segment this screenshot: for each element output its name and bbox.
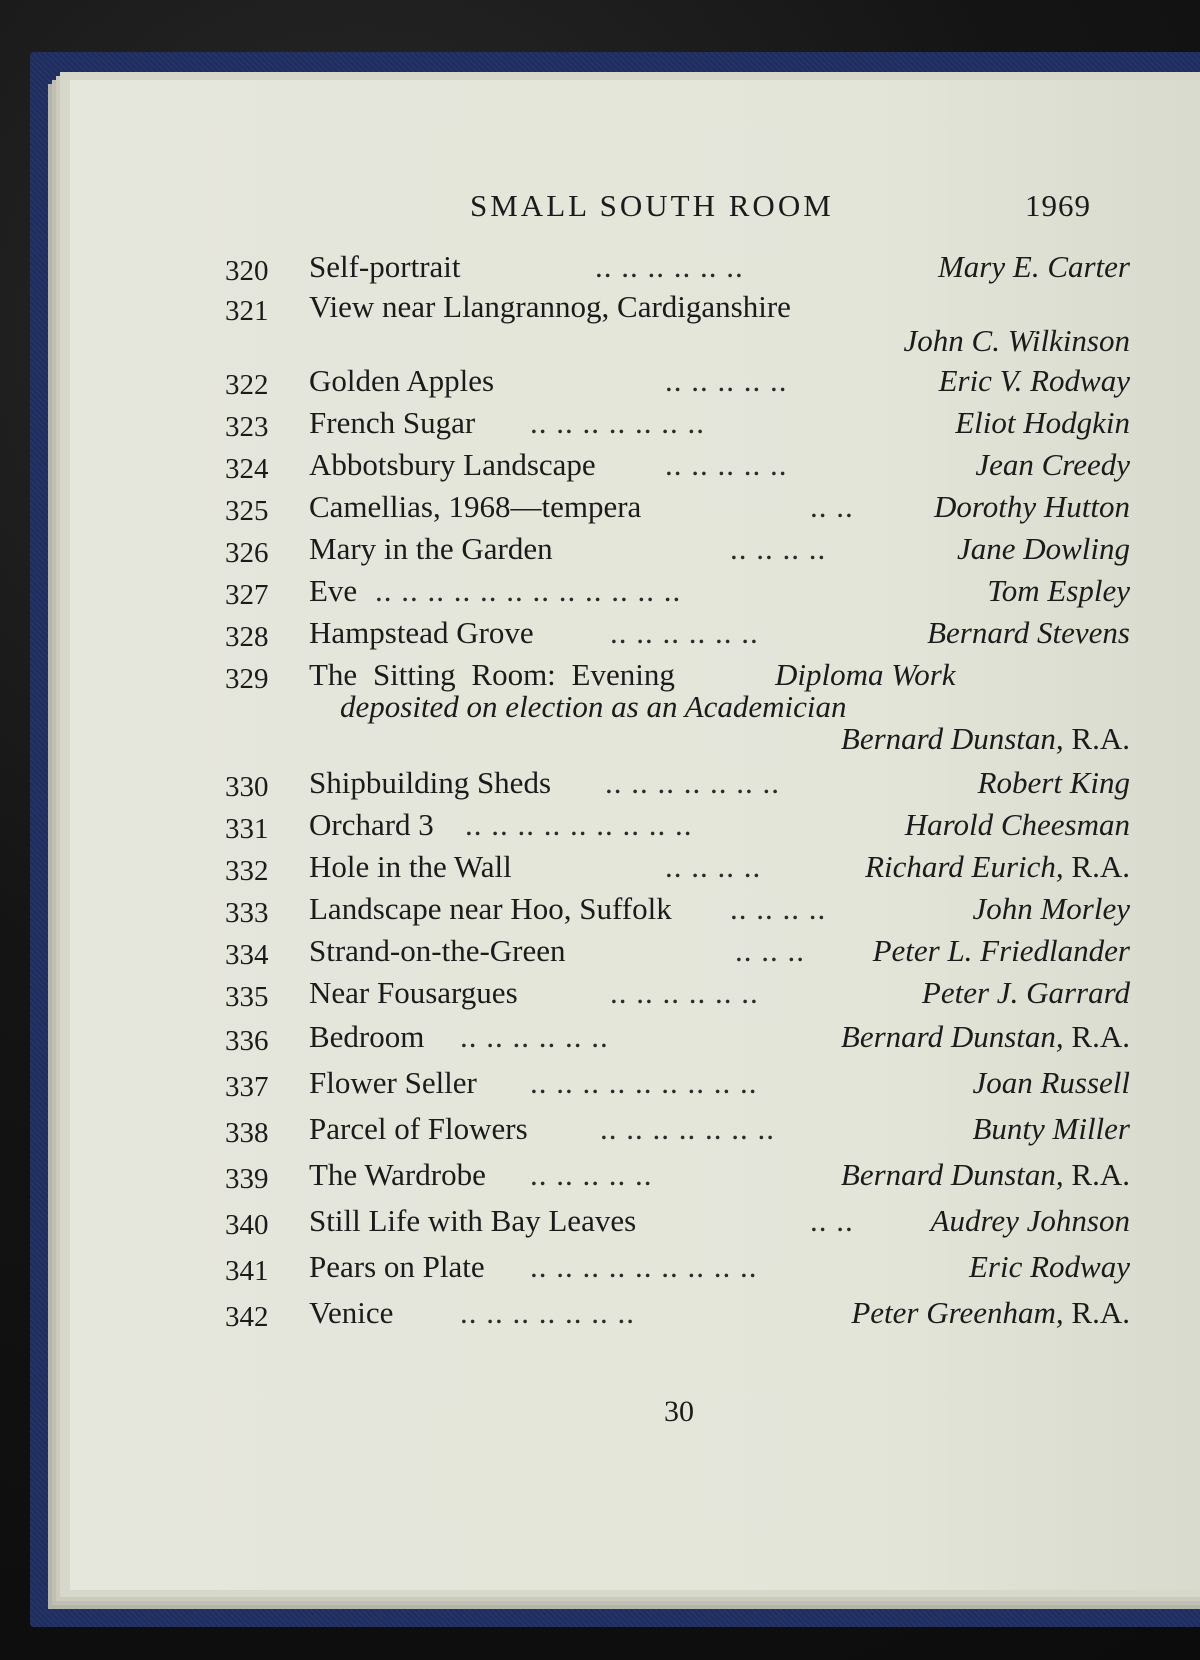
entry-note-continued: deposited on election as an Academician <box>340 689 847 724</box>
entry-artist: Bunty Miller <box>972 1111 1130 1146</box>
dot-leader: .. .. .. .. <box>730 891 827 926</box>
entry-number: 328 <box>225 621 269 653</box>
entry-title: Hampstead Grove <box>309 615 534 650</box>
catalogue-year: 1969 <box>1025 188 1091 223</box>
dot-leader: .. .. .. .. .. .. .. <box>530 405 705 440</box>
entry-number: 336 <box>225 1025 269 1057</box>
entry-title: Landscape near Hoo, Suffolk <box>309 891 672 926</box>
entry-number: 332 <box>225 855 269 887</box>
entry-title: Eve <box>309 573 358 608</box>
entry-title: Mary in the Garden <box>309 531 553 566</box>
entry-artist: Jean Creedy <box>975 447 1130 482</box>
entry-title: The Wardrobe <box>309 1157 486 1192</box>
entry-title: Flower Seller <box>309 1065 477 1100</box>
entry-title: View near Llangrannog, Cardiganshire <box>309 289 791 324</box>
entry-number: 321 <box>225 295 269 327</box>
entry-title: Hole in the Wall <box>309 849 512 884</box>
entry-number: 340 <box>225 1209 269 1241</box>
dot-leader: .. .. .. .. .. <box>665 363 788 398</box>
entry-artist: Mary E. Carter <box>937 249 1130 284</box>
entry-artist: John Morley <box>972 891 1130 926</box>
entry-number: 324 <box>225 453 269 485</box>
dot-leader: .. .. <box>810 489 854 524</box>
entry-title: The Sitting Room: Evening <box>309 657 675 692</box>
entry-note: Diploma Work <box>775 657 956 692</box>
dot-leader: .. .. .. .. .. .. .. <box>605 765 780 800</box>
catalogue-entry <box>225 290 1130 360</box>
artist-name: Bernard Dunstan, <box>840 1157 1064 1192</box>
dot-leader: .. .. .. .. .. .. <box>595 249 744 284</box>
dot-leader: .. .. .. <box>735 933 805 968</box>
entry-number: 322 <box>225 369 269 401</box>
dot-leader: .. .. .. .. <box>730 531 827 566</box>
artist-suffix: R.A. <box>1071 1019 1130 1054</box>
entry-number: 330 <box>225 771 269 803</box>
page-number: 30 <box>664 1395 694 1428</box>
entry-number: 325 <box>225 495 269 527</box>
entry-artist: Eliot Hodgkin <box>955 405 1130 440</box>
entry-title: Camellias, 1968—tempera <box>309 489 642 524</box>
entry-artist: Eric Rodway <box>969 1249 1130 1284</box>
dot-leader: .. .. .. .. .. .. <box>460 1019 609 1054</box>
artist-suffix: R.A. <box>1071 1295 1130 1330</box>
entry-artist: Audrey Johnson <box>930 1203 1130 1238</box>
entry-title: Near Fousargues <box>309 975 518 1010</box>
entry-title: Golden Apples <box>309 363 495 398</box>
entry-number: 339 <box>225 1163 269 1195</box>
entry-artist: Bernard Stevens <box>927 615 1130 650</box>
artist-suffix: R.A. <box>1071 849 1130 884</box>
entry-number: 320 <box>225 255 269 287</box>
entry-title: Abbotsbury Landscape <box>309 447 596 482</box>
entry-number: 323 <box>225 411 269 443</box>
dot-leader: .. .. .. .. .. .. .. .. .. .. .. .. <box>375 573 682 608</box>
dot-leader: .. .. .. .. .. .. .. .. .. <box>465 807 693 842</box>
entry-title: Bedroom <box>309 1019 425 1054</box>
entry-artist: Robert King <box>977 765 1130 800</box>
entry-artist <box>841 1158 1130 1192</box>
dot-leader: .. .. .. .. .. .. .. <box>460 1295 635 1330</box>
artist-name: Richard Eurich, <box>865 849 1064 884</box>
dot-leader: .. .. .. .. <box>665 849 762 884</box>
entry-artist <box>841 1020 1130 1054</box>
entry-number: 329 <box>225 663 269 695</box>
entry-artist <box>841 722 1130 756</box>
dot-leader: .. .. <box>810 1203 854 1238</box>
dot-leader: .. .. .. .. .. .. <box>610 975 759 1010</box>
entry-artist: Dorothy Hutton <box>933 489 1130 524</box>
entry-number: 334 <box>225 939 269 971</box>
entry-artist: Eric V. Rodway <box>938 363 1130 398</box>
room-title: SMALL SOUTH ROOM <box>470 188 834 223</box>
entry-artist: Tom Espley <box>987 573 1130 608</box>
dot-leader: .. .. .. .. .. .. .. .. .. <box>530 1065 758 1100</box>
artist-name: Bernard Dunstan, <box>840 1019 1064 1054</box>
running-header <box>70 188 1200 228</box>
entry-number: 341 <box>225 1255 269 1287</box>
artist-name: Bernard Dunstan, <box>840 721 1064 756</box>
entry-title: French Sugar <box>309 405 476 440</box>
entry-artist: Jane Dowling <box>956 531 1130 566</box>
entry-number: 333 <box>225 897 269 929</box>
catalogue-page <box>70 80 1200 1590</box>
artist-name: Peter Greenham, <box>851 1295 1064 1330</box>
entry-title: Strand-on-the-Green <box>309 933 566 968</box>
entry-number: 342 <box>225 1301 269 1333</box>
entry-title: Pears on Plate <box>309 1249 485 1284</box>
dot-leader: .. .. .. .. .. .. .. <box>600 1111 775 1146</box>
artist-suffix: R.A. <box>1071 1157 1130 1192</box>
entry-number: 327 <box>225 579 269 611</box>
entry-artist <box>851 1296 1130 1330</box>
dot-leader: .. .. .. .. .. .. <box>610 615 759 650</box>
entry-number: 326 <box>225 537 269 569</box>
entry-number: 335 <box>225 981 269 1013</box>
entry-number: 337 <box>225 1071 269 1103</box>
entry-title: Orchard 3 <box>309 807 434 842</box>
artist-suffix: R.A. <box>1071 721 1130 756</box>
entry-title: Shipbuilding Sheds <box>309 765 552 800</box>
entry-artist: Peter L. Friedlander <box>872 933 1130 968</box>
catalogue-entry <box>225 658 1130 758</box>
entry-title: Still Life with Bay Leaves <box>309 1203 637 1238</box>
entry-artist: Harold Cheesman <box>904 807 1130 842</box>
entry-title: Parcel of Flowers <box>309 1111 528 1146</box>
entry-number: 331 <box>225 813 269 845</box>
dot-leader: .. .. .. .. .. <box>665 447 788 482</box>
dot-leader: .. .. .. .. .. .. .. .. .. <box>530 1249 758 1284</box>
entry-artist: Joan Russell <box>972 1065 1130 1100</box>
dot-leader: .. .. .. .. .. <box>530 1157 653 1192</box>
entry-title: Self-portrait <box>309 249 461 284</box>
entry-artist: Peter J. Garrard <box>921 975 1130 1010</box>
entry-number: 338 <box>225 1117 269 1149</box>
entry-artist: John C. Wilkinson <box>903 323 1130 358</box>
entry-artist <box>865 850 1130 884</box>
entry-title: Venice <box>309 1295 394 1330</box>
